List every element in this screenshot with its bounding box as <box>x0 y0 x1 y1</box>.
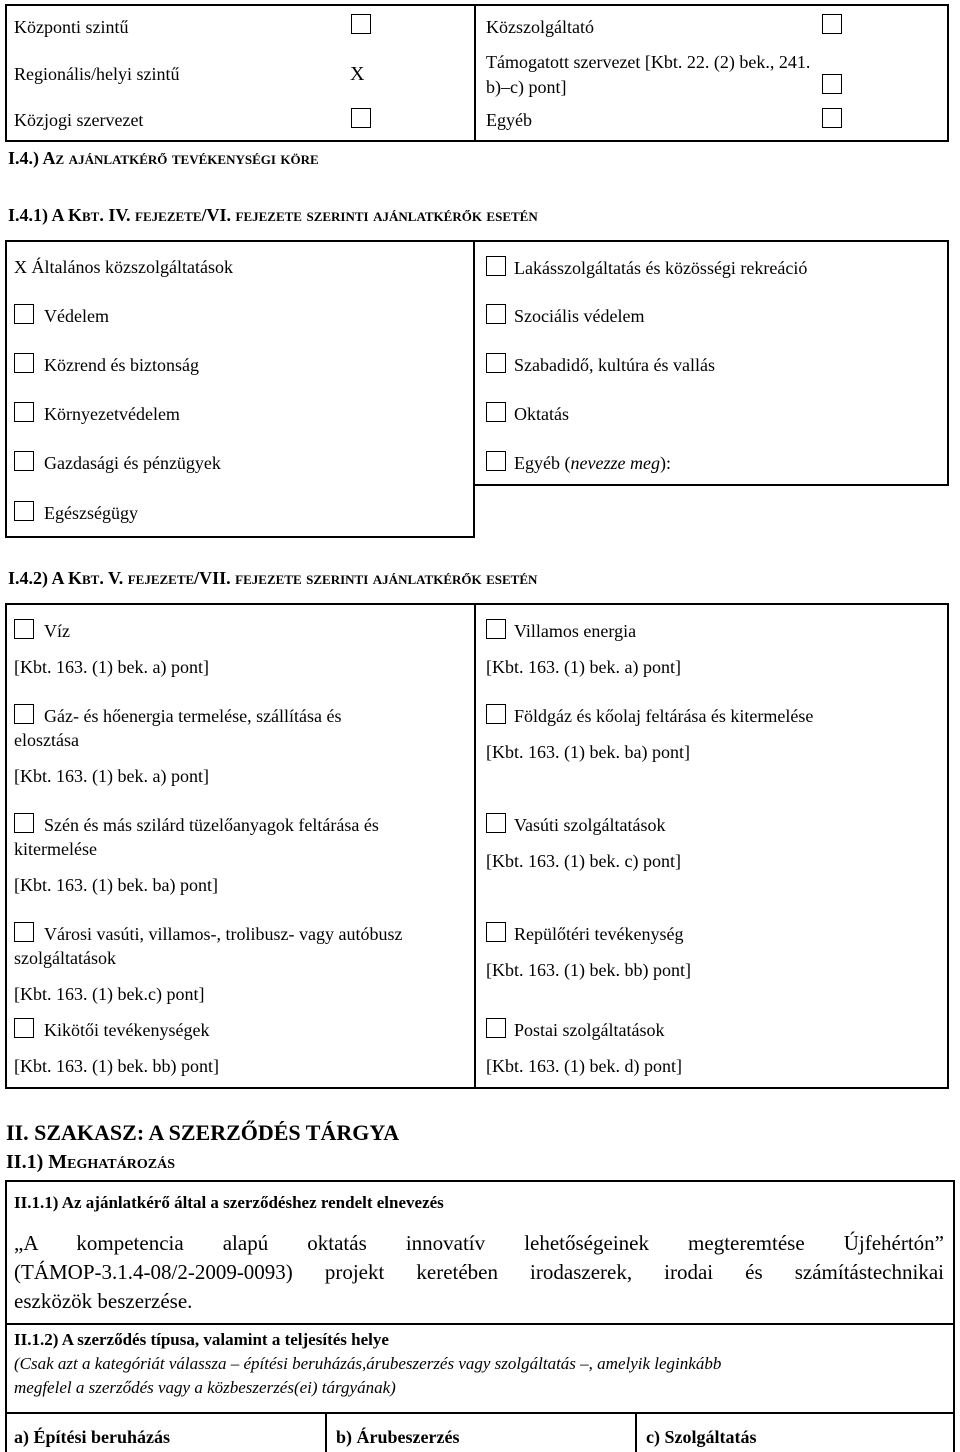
utility-ref-airport: [Kbt. 163. (1) bek. bb) pont] <box>486 960 691 980</box>
other-checkbox[interactable] <box>822 108 842 128</box>
utility-ref-coal: [Kbt. 163. (1) bek. ba) pont] <box>14 875 218 895</box>
activity-left-0: X Általános közszolgáltatások <box>14 257 233 277</box>
other-label: Egyéb <box>486 110 532 130</box>
activity-checkbox-right-0[interactable] <box>486 256 506 276</box>
activity-checkbox-left-1[interactable] <box>14 304 34 324</box>
activity-left-2: Közrend és biztonság <box>44 355 199 375</box>
contract-separator <box>5 1323 955 1325</box>
contract-type-services[interactable]: c) Szolgáltatás <box>646 1427 757 1447</box>
utility-label-railway: Vasúti szolgáltatások <box>514 815 666 835</box>
section-i42-heading: I.4.2) A Kbt. V. fejezete/VII. fejezete szerinti ajánlatkérők esetén <box>8 568 538 588</box>
section-i41-heading: I.4.1) A Kbt. IV. fejezete/VI. fejezete szerinti ajánlatkérők esetén <box>8 205 538 225</box>
utilities-divider <box>474 603 476 1089</box>
utility-ref-water: [Kbt. 163. (1) bek. a) pont] <box>14 657 209 677</box>
utility-label-coal: Szén és más szilárd tüzelőanyagok feltárása és <box>44 815 379 835</box>
utility-label-gas-heat: Gáz- és hőenergia termelése, szállítása és <box>44 706 342 726</box>
activity-checkbox-right-3[interactable] <box>486 402 506 422</box>
activity-left-5: Egészségügy <box>44 503 138 523</box>
activity-checkbox-left-5[interactable] <box>14 501 34 521</box>
utility-label-electricity: Villamos energia <box>514 621 637 641</box>
utility-checkbox-electricity[interactable] <box>486 619 506 639</box>
utility-checkbox-port[interactable] <box>14 1018 34 1038</box>
utility-ref-electricity: [Kbt. 163. (1) bek. a) pont] <box>486 657 681 677</box>
utility-checkbox-coal[interactable] <box>14 813 34 833</box>
section-ii1-heading: II.1) Meghatározás <box>6 1151 175 1173</box>
public-law-label: Közjogi szervezet <box>14 110 144 130</box>
contract-name-line-2: (TÁMOP-3.1.4-08/2-2009-0093) projekt keretében irodaszerek, irodai és számítástechnikai <box>14 1260 944 1284</box>
activity-left-1: Védelem <box>44 306 109 326</box>
activity-left-4: Gazdasági és pénzügyek <box>44 453 221 473</box>
utility-label2-coal: kitermelése <box>14 839 97 859</box>
utility-checkbox-postal[interactable] <box>486 1018 506 1038</box>
activity-right-0: Lakásszolgáltatás és közösségi rekreáció <box>514 258 808 278</box>
activity-right-1: Szociális védelem <box>514 306 645 326</box>
contract-type-divider-2 <box>635 1412 637 1452</box>
utility-checkbox-water[interactable] <box>14 619 34 639</box>
central-label: Központi szintű <box>14 17 129 37</box>
activity-checkbox-right-4[interactable] <box>486 451 506 471</box>
utility-label2-urban-transport: szolgáltatások <box>14 948 116 968</box>
supported-label-1: Támogatott szervezet [Kbt. 22. (2) bek., 241. <box>486 52 811 72</box>
contract-type-row-border <box>5 1412 955 1414</box>
contract-type-heading: II.1.2) A szerződés típusa, valamint a teljesítés helye <box>14 1330 389 1349</box>
activity-left-3: Környezetvédelem <box>44 404 180 424</box>
activity-right-3: Oktatás <box>514 404 569 424</box>
utility-ref-gas-oil: [Kbt. 163. (1) bek. ba) pont] <box>486 742 690 762</box>
contract-name-heading: II.1.1) Az ajánlatkérő által a szerződéshez rendelt elnevezés <box>14 1193 444 1212</box>
utility-label-airport: Repülőtéri tevékenység <box>514 924 684 944</box>
table-divider <box>474 4 476 142</box>
activity-right-other: Egyéb (nevezze meg): <box>514 453 671 473</box>
utility-ref-postal: [Kbt. 163. (1) bek. d) pont] <box>486 1056 682 1076</box>
regional-label: Regionális/helyi szintű <box>14 64 180 84</box>
utility-checkbox-urban-transport[interactable] <box>14 922 34 942</box>
utility-label-port: Kikötői tevékenységek <box>44 1020 210 1040</box>
utility-ref-railway: [Kbt. 163. (1) bek. c) pont] <box>486 851 681 871</box>
contract-type-note-2: megfelel a szerződés vagy a közbeszerzés(ei) tárgyának) <box>14 1378 396 1397</box>
activity-checkbox-left-4[interactable] <box>14 451 34 471</box>
utility-checkbox-gas-heat[interactable] <box>14 704 34 724</box>
activity-checkbox-right-1[interactable] <box>486 304 506 324</box>
contract-name-line-3: eszközök beszerzése. <box>14 1289 193 1313</box>
section-i4-heading: I.4.) Az ajánlatkérő tevékenységi köre <box>8 148 319 168</box>
contract-type-works[interactable]: a) Építési beruházás <box>14 1427 171 1447</box>
utility-ref-urban-transport: [Kbt. 163. (1) bek.c) pont] <box>14 984 205 1004</box>
utility-label-postal: Postai szolgáltatások <box>514 1020 665 1040</box>
contract-type-note-1: (Csak azt a kategóriát válassza – építési beruházás,árubeszerzés vagy szolgáltatás –, amelyik leginkább <box>14 1354 722 1373</box>
utility-checkbox-railway[interactable] <box>486 813 506 833</box>
regional-mark: X <box>350 63 365 85</box>
utility-label-urban-transport: Városi vasúti, villamos-, trolibusz- vagy autóbusz <box>44 924 403 944</box>
utility-label-water: Víz <box>44 621 70 641</box>
activity-checkbox-left-3[interactable] <box>14 402 34 422</box>
utility-checkbox-gas-oil[interactable] <box>486 704 506 724</box>
central-checkbox[interactable] <box>351 14 371 34</box>
activity-right-2: Szabadidő, kultúra és vallás <box>514 355 715 375</box>
section-ii-title: II. SZAKASZ: A SZERZŐDÉS TÁRGYA <box>6 1120 400 1145</box>
public-service-label: Közszolgáltató <box>486 17 594 37</box>
supported-checkbox[interactable] <box>822 74 842 94</box>
public-law-checkbox[interactable] <box>351 108 371 128</box>
public-service-checkbox[interactable] <box>822 14 842 34</box>
activity-box-left <box>5 240 475 538</box>
activity-checkbox-right-2[interactable] <box>486 353 506 373</box>
contract-type-divider-1 <box>325 1412 327 1452</box>
utility-ref-gas-heat: [Kbt. 163. (1) bek. a) pont] <box>14 766 209 786</box>
utility-label2-gas-heat: elosztása <box>14 730 79 750</box>
supported-label-2: b)–c) pont] <box>486 77 567 97</box>
utility-checkbox-airport[interactable] <box>486 922 506 942</box>
contract-name-line-1: „A kompetencia alapú oktatás innovatív lehetőségeinek megteremtése Újfehértón” <box>14 1231 944 1255</box>
activity-checkbox-left-2[interactable] <box>14 353 34 373</box>
contract-type-supplies[interactable]: b) Árubeszerzés <box>336 1427 460 1447</box>
utility-ref-port: [Kbt. 163. (1) bek. bb) pont] <box>14 1056 219 1076</box>
utility-label-gas-oil: Földgáz és kőolaj feltárása és kitermelése <box>514 706 814 726</box>
